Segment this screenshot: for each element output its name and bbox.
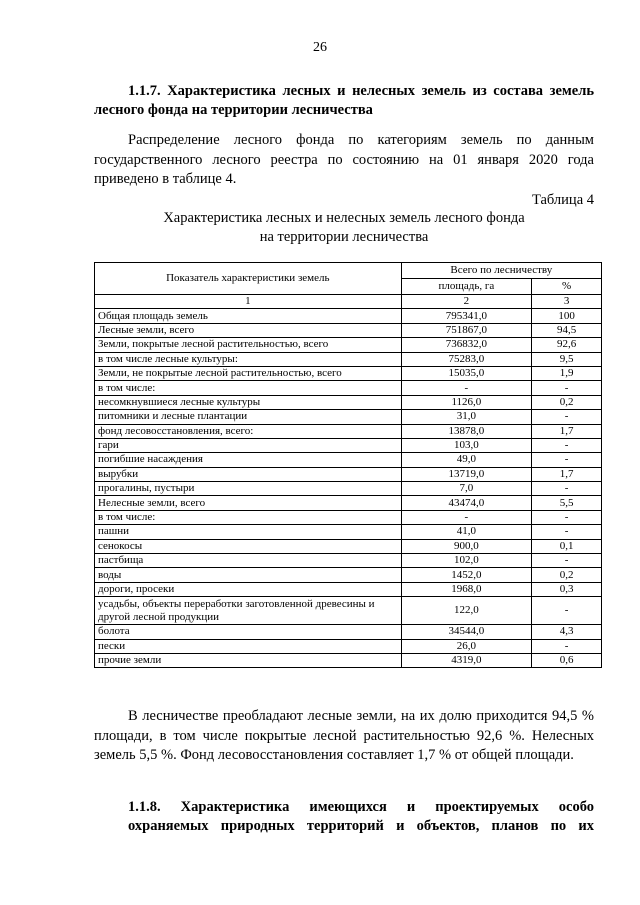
summary-paragraph (94, 707, 594, 766)
row-indicator: пески (95, 639, 402, 653)
heading-line-1: 1.1.7. Характеристика лесных и нелесных земель из состава земель (128, 83, 594, 99)
row-percent: 1,9 (532, 366, 602, 380)
row-indicator: гари (95, 438, 402, 452)
row-area: 1452,0 (401, 568, 532, 582)
table-caption-line-2: на территории лесничества (259, 229, 429, 245)
column-number-1: 1 (95, 295, 402, 309)
row-indicator: в том числе лесные культуры: (95, 352, 402, 366)
table-row (95, 323, 602, 337)
table-row (95, 410, 602, 424)
row-area: 7,0 (401, 482, 532, 496)
row-indicator: Земли, не покрытые лесной растительностью, всего (95, 366, 402, 380)
table-label: Таблица 4 (531, 192, 594, 208)
row-area: - (401, 381, 532, 395)
row-area: 49,0 (401, 453, 532, 467)
row-indicator: дороги, просеки (95, 582, 402, 596)
row-indicator: болота (95, 625, 402, 639)
column-number-3: 3 (532, 295, 602, 309)
row-indicator: Земли, покрытые лесной растительностью, всего (95, 338, 402, 352)
row-area: 103,0 (401, 438, 532, 452)
row-area: 43474,0 (401, 496, 532, 510)
header-total: Всего по лесничеству (401, 263, 601, 279)
row-percent: 100 (532, 309, 602, 323)
heading-2-line-2: охраняемых природных территорий и объектов, планов по их (128, 818, 594, 834)
row-indicator: пастбища (95, 554, 402, 568)
table-row (95, 525, 602, 539)
row-indicator: питомники и лесные плантации (95, 410, 402, 424)
page-number: 26 (313, 40, 327, 55)
row-percent: 1,7 (532, 467, 602, 481)
row-area: 31,0 (401, 410, 532, 424)
row-indicator: усадьбы, объекты переработки заготовленной древесины и другой лесной продукции (95, 597, 402, 625)
row-indicator: Лесные земли, всего (95, 323, 402, 337)
row-area: 15035,0 (401, 366, 532, 380)
row-percent: 0,2 (532, 568, 602, 582)
intro-paragraph-text: Распределение лесного фонда по категориям земель по данным государственного лесного реестра по состоянию на 01 января 2020 года приведено в таблице 4. (94, 132, 594, 187)
row-percent: 1,7 (532, 424, 602, 438)
row-indicator: в том числе: (95, 510, 402, 524)
row-percent: - (532, 510, 602, 524)
header-percent: % (532, 279, 602, 295)
row-percent: 0,3 (532, 582, 602, 596)
row-percent: 0,1 (532, 539, 602, 553)
row-area: 1126,0 (401, 395, 532, 409)
row-percent: - (532, 453, 602, 467)
row-percent: 4,3 (532, 625, 602, 639)
heading-line-2: лесного фонда на территории лесничества (94, 102, 373, 118)
row-indicator: фонд лесовосстановления, всего: (95, 424, 402, 438)
row-area: 102,0 (401, 554, 532, 568)
table-row (95, 597, 602, 625)
section-heading-1-1-7 (94, 82, 594, 120)
row-area: 13878,0 (401, 424, 532, 438)
row-indicator: прочие земли (95, 653, 402, 667)
table-row (95, 496, 602, 510)
row-indicator: Общая площадь земель (95, 309, 402, 323)
row-percent: - (532, 482, 602, 496)
table-row (95, 554, 602, 568)
table-row (95, 510, 602, 524)
table-row (95, 395, 602, 409)
table-body (95, 309, 602, 668)
row-area: 13719,0 (401, 467, 532, 481)
row-indicator: пашни (95, 525, 402, 539)
table-row (95, 381, 602, 395)
row-area: 75283,0 (401, 352, 532, 366)
heading-2-line-1: 1.1.8. Характеристика имеющихся и проектируемых особо (128, 799, 594, 815)
table-row (95, 582, 602, 596)
row-percent: - (532, 525, 602, 539)
row-indicator: Нелесные земли, всего (95, 496, 402, 510)
row-indicator: несомкнувшиеся лесные культуры (95, 395, 402, 409)
row-area: - (401, 510, 532, 524)
section-heading-1-1-8 (94, 798, 594, 836)
table-row (95, 338, 602, 352)
row-area: 736832,0 (401, 338, 532, 352)
table-row (95, 438, 602, 452)
row-percent: 0,2 (532, 395, 602, 409)
table-row (95, 625, 602, 639)
table-row (95, 309, 602, 323)
table-row (95, 453, 602, 467)
row-indicator: прогалины, пустыри (95, 482, 402, 496)
intro-paragraph (94, 131, 594, 190)
row-area: 41,0 (401, 525, 532, 539)
row-percent: 5,5 (532, 496, 602, 510)
table-caption (94, 209, 594, 247)
row-area: 900,0 (401, 539, 532, 553)
header-area: площадь, га (401, 279, 532, 295)
row-percent: - (532, 381, 602, 395)
row-area: 795341,0 (401, 309, 532, 323)
row-indicator: воды (95, 568, 402, 582)
table-row (95, 424, 602, 438)
row-percent: 0,6 (532, 653, 602, 667)
table-caption-line-1: Характеристика лесных и нелесных земель лесного фонда (163, 210, 525, 226)
row-percent: - (532, 639, 602, 653)
row-area: 4319,0 (401, 653, 532, 667)
summary-paragraph-text: В лесничестве преобладают лесные земли, на их долю приходится 94,5 % площади, в том числе покрытые лесной растительностью 92,6 %. Нелесных земель 5,5 %. Фонд лесовосстановления составляет 1,7 % от общей площади. (94, 708, 594, 763)
row-indicator: погибшие насаждения (95, 453, 402, 467)
table-row (95, 482, 602, 496)
column-number-2: 2 (401, 295, 532, 309)
row-indicator: в том числе: (95, 381, 402, 395)
row-area: 751867,0 (401, 323, 532, 337)
table-row (95, 539, 602, 553)
row-area: 34544,0 (401, 625, 532, 639)
header-indicator: Показатель характеристики земель (95, 263, 402, 295)
table-row (95, 366, 602, 380)
table-row (95, 352, 602, 366)
table-row (95, 639, 602, 653)
row-area: 26,0 (401, 639, 532, 653)
row-percent: 94,5 (532, 323, 602, 337)
row-percent: - (532, 438, 602, 452)
row-percent: - (532, 554, 602, 568)
row-area: 1968,0 (401, 582, 532, 596)
table-row (95, 467, 602, 481)
row-indicator: сенокосы (95, 539, 402, 553)
row-area: 122,0 (401, 597, 532, 625)
land-characteristics-table (94, 262, 602, 668)
table-row (95, 568, 602, 582)
row-percent: - (532, 410, 602, 424)
row-percent: 9,5 (532, 352, 602, 366)
row-indicator: вырубки (95, 467, 402, 481)
table-row (95, 653, 602, 667)
row-percent: 92,6 (532, 338, 602, 352)
row-percent: - (532, 597, 602, 625)
